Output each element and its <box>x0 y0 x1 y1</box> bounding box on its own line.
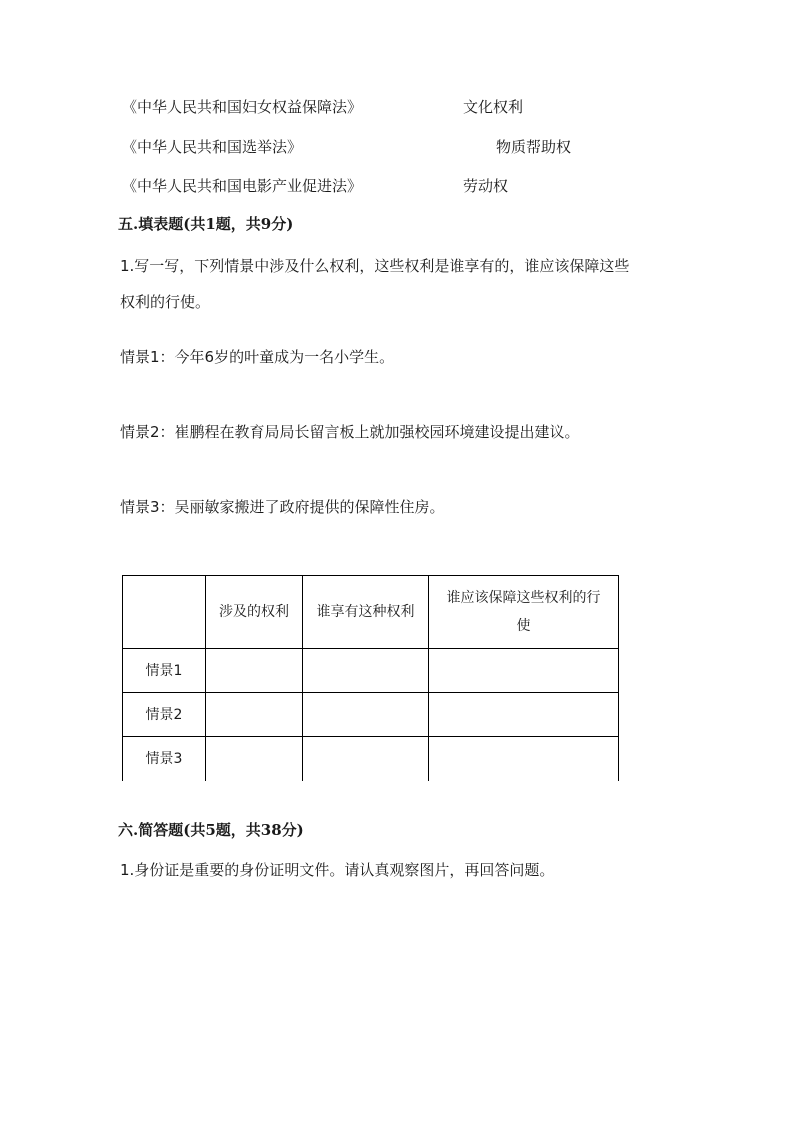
right-item-1: 文化权利 <box>463 98 524 116</box>
section5-question-line1: 1.写一写，下列情景中涉及什么权利，这些权利是谁享有的，谁应该保障这些 <box>120 257 630 275</box>
table-cell-rights[interactable] <box>206 737 303 781</box>
table-row-label: 情景2 <box>123 693 206 737</box>
table-cell-rights[interactable] <box>206 693 303 737</box>
table-row <box>123 649 619 693</box>
section5-title: 五.填表题(共1题，共9分) <box>118 215 294 233</box>
scene-2-text: 情景2：崔鹏程在教育局局长留言板上就加强校园环境建设提出建议。 <box>120 423 580 441</box>
table-header-holder: 谁享有这种权利 <box>303 576 429 649</box>
right-item-2: 物质帮助权 <box>496 138 572 156</box>
table-cell-guarantor[interactable] <box>429 649 619 693</box>
section6-question1: 1.身份证是重要的身份证明文件。请认真观察图片，再回答问题。 <box>120 861 555 879</box>
law-item-3: 《中华人民共和国电影产业促进法》 <box>122 177 363 195</box>
table-header-empty <box>123 576 206 649</box>
table-row <box>123 693 619 737</box>
table-cell-holder[interactable] <box>303 649 429 693</box>
table-header-guarantor-text: 谁应该保障这些权利的行使 <box>446 590 601 634</box>
table-row <box>123 737 619 781</box>
section6-title: 六.简答题(共5题，共38分) <box>118 821 304 839</box>
scene-3-text: 情景3：吴丽敏家搬进了政府提供的保障性住房。 <box>120 498 445 516</box>
law-item-2: 《中华人民共和国选举法》 <box>122 138 303 156</box>
table-header-guarantor <box>429 576 619 649</box>
table-row-label: 情景1 <box>123 649 206 693</box>
law-item-1: 《中华人民共和国妇女权益保障法》 <box>122 98 363 116</box>
table-header-row <box>123 576 619 649</box>
section5-question-line2: 权利的行使。 <box>120 293 211 311</box>
table-cell-holder[interactable] <box>303 737 429 781</box>
scene-1-text: 情景1：今年6岁的叶童成为一名小学生。 <box>120 348 395 366</box>
table-cell-rights[interactable] <box>206 649 303 693</box>
table-cell-guarantor[interactable] <box>429 737 619 781</box>
table-row-label: 情景3 <box>123 737 206 781</box>
table-header-rights: 涉及的权利 <box>206 576 303 649</box>
table-cell-holder[interactable] <box>303 693 429 737</box>
right-item-3: 劳动权 <box>463 177 509 195</box>
scene-rights-table <box>122 575 619 781</box>
table-cell-guarantor[interactable] <box>429 693 619 737</box>
